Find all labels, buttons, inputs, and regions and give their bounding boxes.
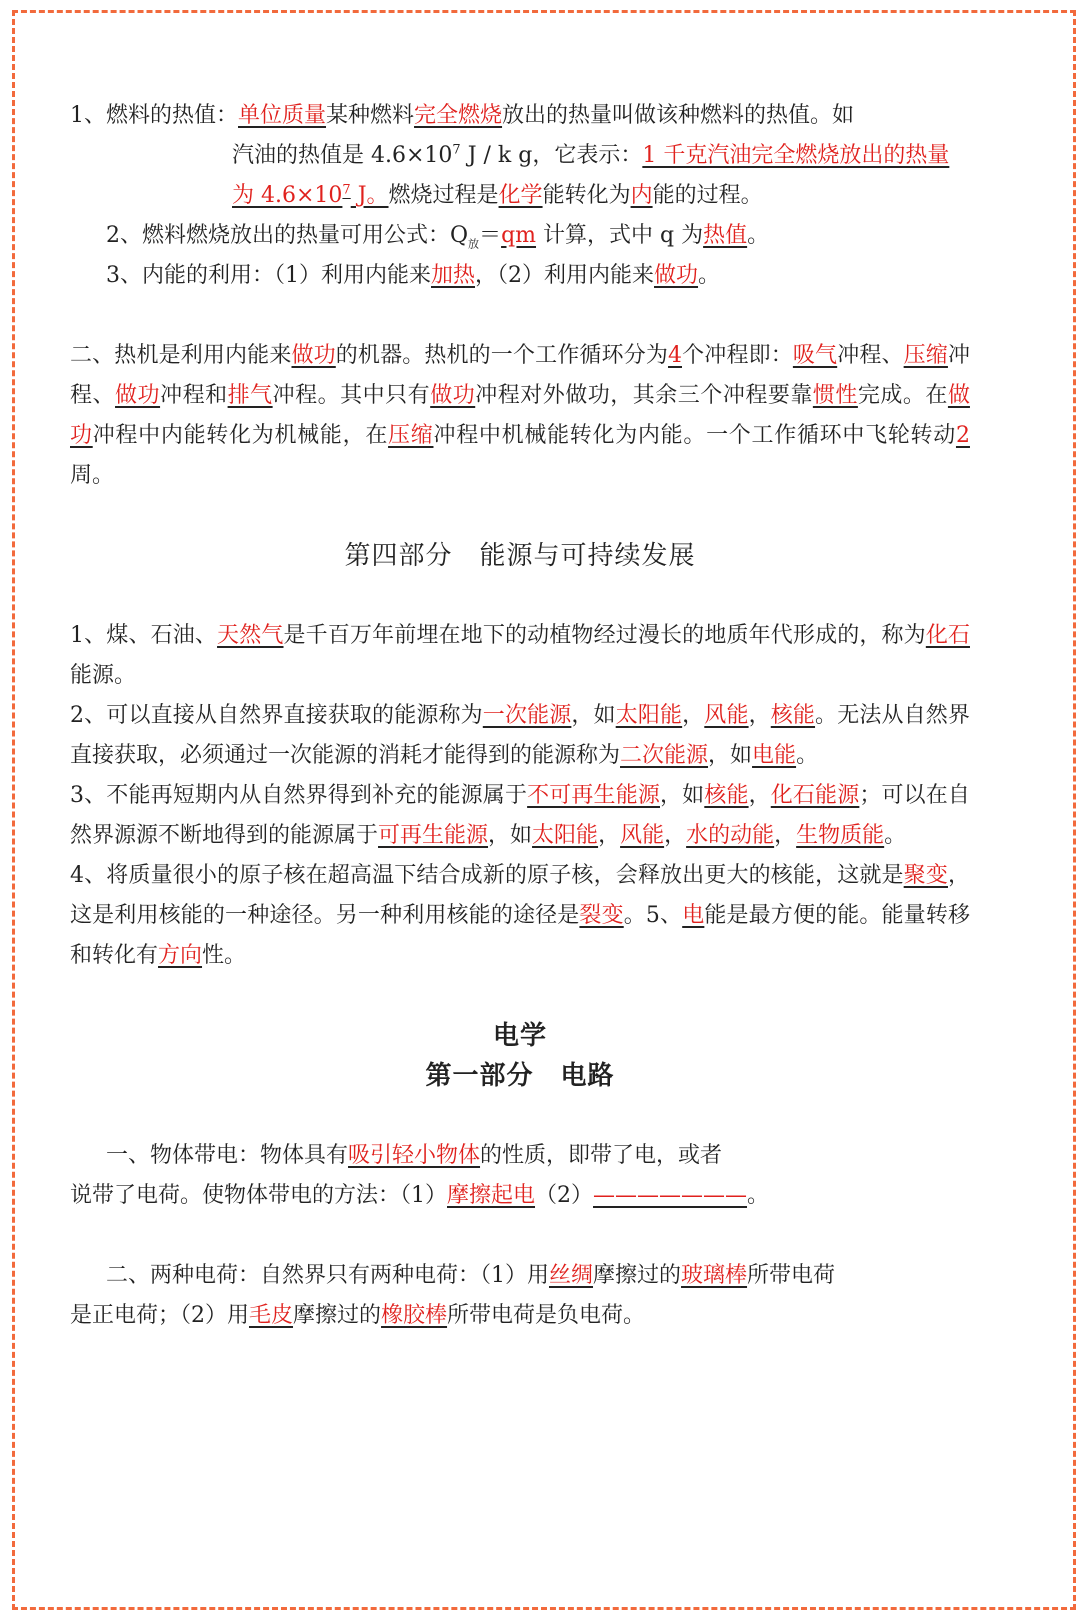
answer-blank: 做功	[70, 383, 970, 448]
text: 所带电荷是负电荷。	[447, 1303, 646, 1328]
answer-blank: 丝绸	[549, 1263, 594, 1288]
text: 计算，式中 q 为	[536, 223, 704, 248]
text: ，	[748, 703, 771, 728]
answer-blank: 毛皮	[249, 1303, 294, 1328]
text: ，如	[708, 743, 753, 768]
paragraph	[70, 1136, 970, 1176]
text: ，如	[571, 703, 616, 728]
answer-blank: 太阳能	[615, 703, 683, 728]
answer-superscript: 7	[342, 182, 351, 198]
answer-blank: 化石能源	[770, 783, 860, 808]
paragraph	[70, 696, 970, 776]
text: 1、煤、石油、	[70, 623, 218, 648]
answer-blank: 压缩	[903, 343, 948, 368]
text: 一、物体带电：物体具有	[106, 1143, 349, 1168]
text: ；可以在自然界源源不断地得到的能源属于	[70, 783, 970, 848]
answer-blank: 1 千克汽油完全燃烧放出的热量	[642, 143, 950, 168]
answer-blank: 做功	[291, 343, 336, 368]
answer-blank: 玻璃棒	[681, 1263, 748, 1288]
spacer	[70, 1216, 970, 1256]
paragraph	[70, 176, 970, 216]
text: 。	[698, 263, 721, 288]
answer-blank: 做功	[115, 383, 161, 408]
paragraph	[70, 256, 970, 296]
text: 能的过程。	[652, 183, 763, 208]
text: 摩擦过的	[293, 1303, 382, 1328]
paragraph	[70, 1296, 970, 1336]
answer-blank: 不可再生能源	[527, 783, 660, 808]
paragraph	[70, 1256, 970, 1296]
answer-blank: 方向	[158, 943, 203, 968]
section-heading: 第四部分 能源与可持续发展	[344, 541, 696, 571]
answer-blank: 聚变	[903, 863, 948, 888]
answer-blank: 太阳能	[532, 823, 599, 848]
answer-blank: 生物质能	[796, 823, 885, 848]
text: 性。	[202, 943, 247, 968]
answer-blank: 化学	[498, 183, 543, 208]
text: 个冲程即：	[682, 343, 793, 368]
answer-blank: 惯性	[812, 383, 858, 408]
text: 。	[747, 1183, 770, 1208]
text: 二、两种电荷：自然界只有两种电荷：（1）用	[106, 1263, 549, 1288]
answer-blank: 排气	[227, 383, 273, 408]
answer-blank: J。	[350, 183, 389, 208]
text: 3、不能再短期内从自然界得到补充的能源属于	[70, 783, 528, 808]
text: ，	[774, 823, 797, 848]
answer-blank: 核能	[704, 783, 749, 808]
paragraph	[70, 136, 970, 176]
answer-blank: 完全燃烧	[414, 103, 503, 128]
text: 冲程和	[160, 383, 228, 408]
superscript: 7	[452, 142, 461, 158]
answer-blank: 风能	[620, 823, 665, 848]
answer-blank: 加热	[431, 263, 476, 288]
text: 摩擦过的	[593, 1263, 682, 1288]
paragraph	[70, 216, 970, 256]
section-heading: 电学	[492, 1021, 547, 1051]
text: ，	[598, 823, 621, 848]
answer-blank: 做功	[654, 263, 699, 288]
paragraph	[70, 856, 970, 976]
text: 周。	[70, 463, 115, 488]
text: 。	[796, 743, 819, 768]
text: ，	[748, 783, 771, 808]
text: 是千百万年前埋在地下的动植物经过漫长的地质年代形成的，称为	[283, 623, 926, 648]
text: ，如	[488, 823, 533, 848]
answer-blank: 电	[682, 903, 705, 928]
spacer	[70, 576, 970, 616]
paragraph	[70, 96, 970, 136]
text: ，（2）利用内能来	[475, 263, 655, 288]
answer-blank: 单位质量	[238, 103, 327, 128]
section-heading: 第一部分 电路	[425, 1061, 615, 1091]
text: 的性质，即带了电，或者	[480, 1143, 723, 1168]
text: 1、燃料的热值：	[70, 103, 238, 128]
text: 冲程对外做功，其余三个冲程要靠	[475, 383, 813, 408]
spacer	[70, 296, 970, 336]
spacer	[70, 1096, 970, 1136]
paragraph	[70, 776, 970, 856]
text: 二、热机是利用内能来	[70, 343, 292, 368]
answer-blank: 压缩	[388, 423, 434, 448]
answer-blank: 一次能源	[482, 703, 572, 728]
text: ，	[682, 703, 705, 728]
text: 冲程、	[837, 343, 904, 368]
text: 4、将质量很小的原子核在超高温下结合成新的原子核，会释放出更大的核能，这就是	[70, 863, 904, 888]
text: 。无法从自然界直接获取，必须通过一次能源的消耗才能得到的能源称为	[70, 703, 970, 768]
text: ，如	[660, 783, 705, 808]
text: 完成。在	[857, 383, 948, 408]
subscript: 放	[468, 237, 480, 251]
answer-blank: 摩擦起电	[447, 1183, 536, 1208]
answer-blank: 水的动能	[686, 823, 775, 848]
answer-blank: 内	[630, 183, 653, 208]
answer-blank: 吸引轻小物体	[348, 1143, 481, 1168]
text: 某种燃料	[326, 103, 415, 128]
text: 汽油的热值是 4.6×10	[232, 143, 453, 168]
text: 能转化为	[542, 183, 631, 208]
answer-blank: 电能	[752, 743, 797, 768]
text: 能是最方便的能。能量转移和转化有	[70, 903, 970, 968]
text: 。	[884, 823, 907, 848]
answer-blank: 风能	[704, 703, 749, 728]
paragraph	[70, 616, 970, 696]
answer-blank: 4	[668, 343, 682, 368]
text: 能源。	[70, 663, 137, 688]
answer-blank: ———————	[593, 1183, 748, 1208]
answer-blank: 二次能源	[620, 743, 709, 768]
paragraph	[70, 336, 970, 496]
answer-blank: 裂变	[579, 903, 624, 928]
text: 说带了电荷。使物体带电的方法：（1）	[70, 1183, 447, 1208]
text: J / k g，它表示：	[460, 143, 643, 168]
spacer	[70, 976, 970, 1016]
answer-blank: 2	[955, 423, 970, 448]
paragraph	[70, 1176, 970, 1216]
text: 。	[747, 223, 770, 248]
answer-blank: 做功	[430, 383, 476, 408]
text: 所带电荷	[747, 1263, 836, 1288]
text: 2、可以直接从自然界直接获取的能源称为	[70, 703, 483, 728]
text: ，	[664, 823, 687, 848]
text: 放出的热量叫做该种燃料的热值。如	[502, 103, 855, 128]
answer-blank: 吸气	[792, 343, 838, 368]
answer-blank: 化石	[925, 623, 970, 648]
text: 冲程中机械能转化为内能。一个工作循环中飞轮转动	[433, 423, 956, 448]
answer-blank: 为 4.6×10	[232, 183, 343, 208]
answer-blank: qm	[501, 223, 537, 248]
text: 是正电荷；（2）用	[70, 1303, 249, 1328]
answer-blank: 核能	[770, 703, 816, 728]
answer-blank: 可再生能源	[378, 823, 489, 848]
spacer	[70, 496, 970, 536]
text: ，这是利用核能的一种途径。另一种利用核能的途径是	[70, 863, 970, 928]
text: 燃烧过程是	[388, 183, 499, 208]
worksheet-content	[70, 96, 970, 1336]
answer-blank: 热值	[703, 223, 748, 248]
text: 冲程。其中只有	[272, 383, 431, 408]
text: 3、内能的利用：（1）利用内能来	[106, 263, 431, 288]
text: （2）	[535, 1183, 594, 1208]
answer-blank: 天然气	[217, 623, 284, 648]
text: ＝	[479, 223, 502, 248]
text: 2、燃料燃烧放出的热量可用公式：Q	[106, 223, 469, 248]
text: 冲程、	[70, 343, 970, 408]
answer-blank: 橡胶棒	[381, 1303, 448, 1328]
text: 。5、	[623, 903, 683, 928]
text: 冲程中内能转化为机械能，在	[92, 423, 389, 448]
text: 的机器。热机的一个工作循环分为	[335, 343, 668, 368]
